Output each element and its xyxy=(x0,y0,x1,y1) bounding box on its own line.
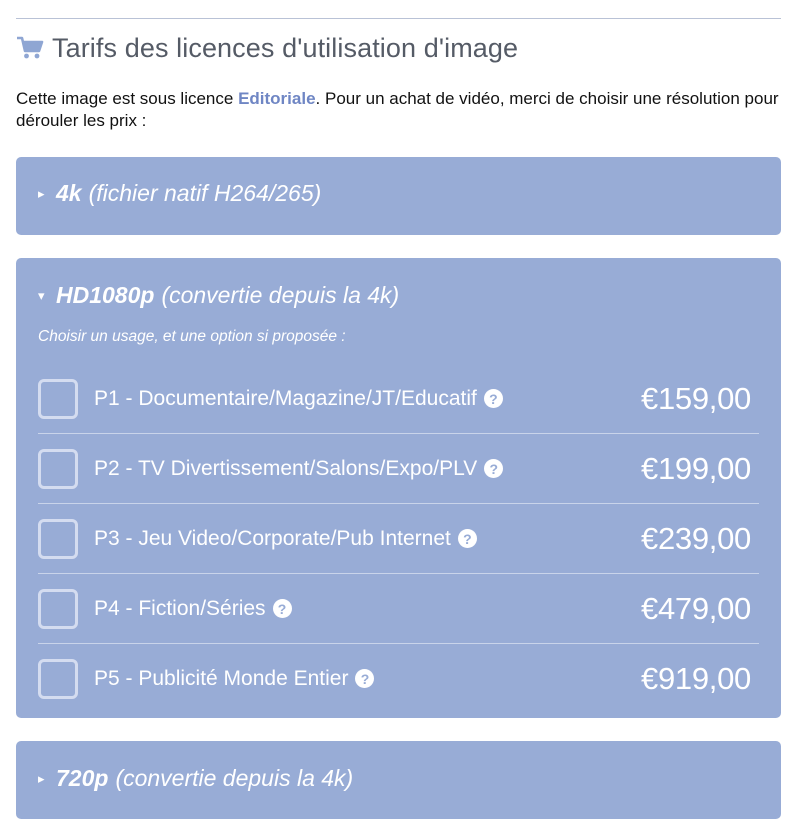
price: €239,00 xyxy=(641,520,751,556)
caret-down-icon: ▾ xyxy=(38,287,45,303)
usage-hint: Choisir un usage, et une option si proposée : xyxy=(38,328,346,345)
price: €919,00 xyxy=(641,660,751,696)
usage-option-p4 xyxy=(38,574,759,644)
panel-720p xyxy=(16,741,781,819)
usage-checkbox[interactable] xyxy=(38,379,78,419)
help-icon[interactable]: ? xyxy=(458,529,477,548)
shopping-cart-icon xyxy=(16,35,44,61)
usage-option-p5 xyxy=(38,644,759,713)
usage-options-list xyxy=(38,364,759,713)
usage-label-text: P4 - Fiction/Séries xyxy=(94,596,266,620)
help-icon[interactable]: ? xyxy=(484,389,503,408)
usage-checkbox[interactable] xyxy=(38,519,78,559)
resolution-name: 4k xyxy=(56,180,82,206)
usage-option-label xyxy=(94,597,292,621)
usage-checkbox[interactable] xyxy=(38,449,78,489)
price: €159,00 xyxy=(641,380,751,416)
help-icon[interactable]: ? xyxy=(273,599,292,618)
panel-4k xyxy=(16,157,781,235)
panel-720p-header[interactable] xyxy=(38,765,353,792)
page-title: Tarifs des licences d'utilisation d'image xyxy=(52,32,519,63)
panel-4k-header[interactable] xyxy=(38,180,321,207)
intro-before: Cette image est sous licence xyxy=(16,89,239,108)
usage-checkbox[interactable] xyxy=(38,659,78,699)
help-icon[interactable]: ? xyxy=(484,459,503,478)
license-link[interactable]: Editoriale xyxy=(238,89,316,108)
resolution-desc: (convertie depuis la 4k) xyxy=(115,765,354,791)
usage-label-text: P2 - TV Divertissement/Salons/Expo/PLV xyxy=(94,456,478,480)
price: €479,00 xyxy=(641,590,751,626)
usage-option-p2 xyxy=(38,434,759,504)
panel-hd1080p-header[interactable] xyxy=(38,282,399,309)
usage-option-label xyxy=(94,457,503,481)
usage-option-label xyxy=(94,667,374,691)
usage-label-text: P3 - Jeu Video/Corporate/Pub Internet xyxy=(94,526,451,550)
caret-right-icon: ▸ xyxy=(38,185,45,201)
usage-option-label xyxy=(94,387,503,411)
panel-hd1080p xyxy=(16,258,781,718)
usage-label-text: P5 - Publicité Monde Entier xyxy=(94,666,349,690)
section-title xyxy=(16,30,518,66)
resolution-desc: (convertie depuis la 4k) xyxy=(161,282,400,308)
resolution-name: 720p xyxy=(56,765,109,791)
resolution-desc: (fichier natif H264/265) xyxy=(88,180,322,206)
usage-label-text: P1 - Documentaire/Magazine/JT/Educatif xyxy=(94,386,477,410)
top-divider xyxy=(16,18,781,19)
usage-option-label xyxy=(94,527,477,551)
usage-option-p1 xyxy=(38,364,759,434)
intro-text xyxy=(16,88,786,132)
intro-after: . Pour un achat de vidéo, merci de choisir une résolution pour dérouler les prix : xyxy=(16,89,779,130)
usage-checkbox[interactable] xyxy=(38,589,78,629)
caret-right-icon: ▸ xyxy=(38,770,45,786)
help-icon[interactable]: ? xyxy=(355,669,374,688)
usage-option-p3 xyxy=(38,504,759,574)
price: €199,00 xyxy=(641,450,751,486)
resolution-name: HD1080p xyxy=(56,282,155,308)
